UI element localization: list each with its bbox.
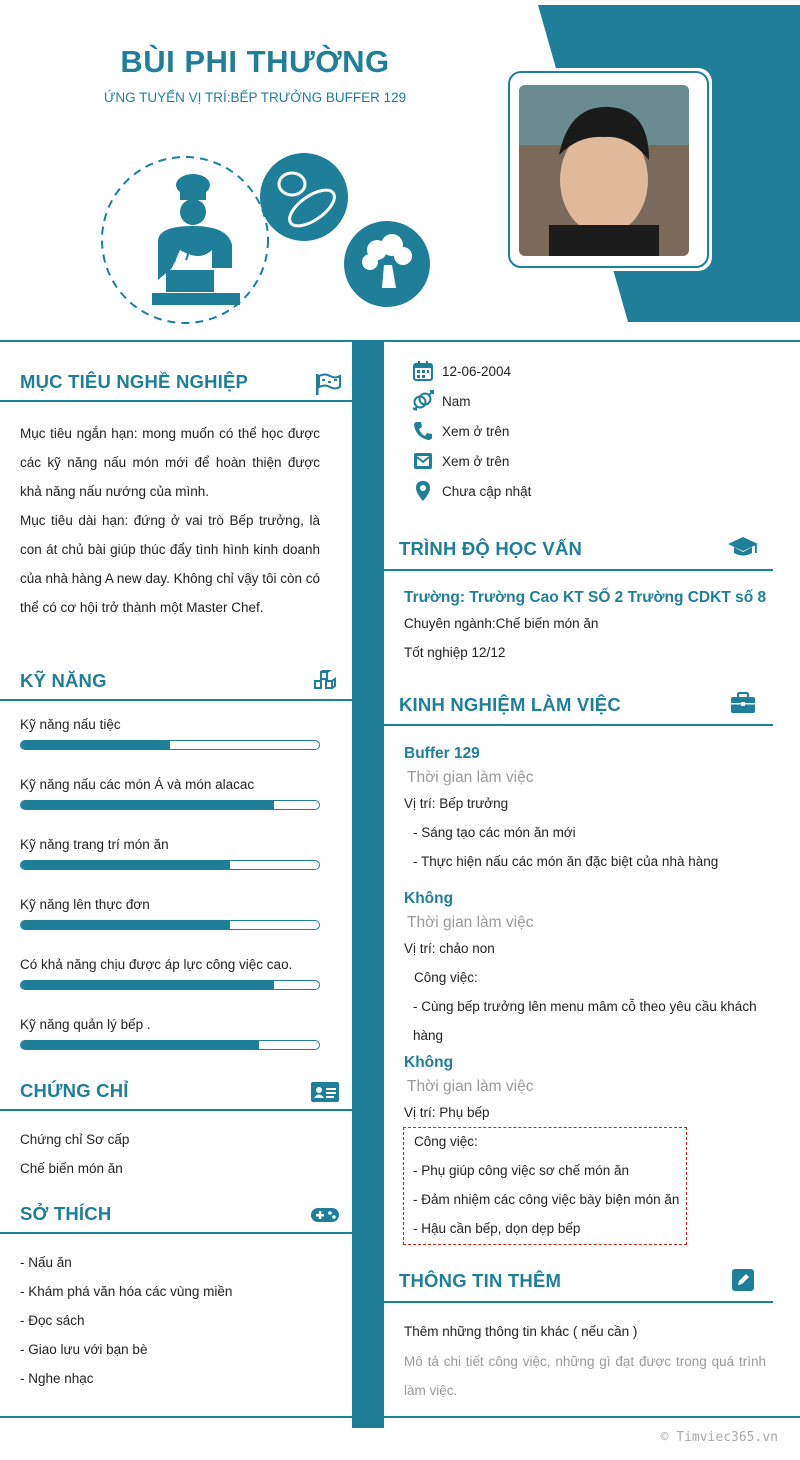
phone-icon [412,420,434,442]
skill-level-bar [20,740,320,750]
job-line: - Thực hiện nấu các món ăn đặc biệt của nhà hàng [413,854,719,869]
candidate-photo [519,85,689,256]
section-title-additional: THÔNG TIN THÊM [399,1270,562,1291]
education-major: Chuyên ngành:Chế biến món ăn [404,616,599,631]
id-card-icon [310,1080,340,1104]
certificate-item: Chế biến món ăn [20,1161,123,1176]
phone-row [412,419,509,443]
job-line: - Sáng tạo các món ăn mới [413,825,576,840]
gender-value: Nam [442,393,471,409]
job-company: Không [404,890,454,907]
skill-level-fill [21,741,170,749]
job-line: Công việc: [414,970,478,985]
section-title-experience: KINH NGHIỆM LÀM VIỆC [399,694,621,715]
email-row [412,449,509,473]
birthday-value: 12-06-2004 [442,363,512,379]
job-line: - Hậu cần bếp, dọn dẹp bếp [413,1221,581,1236]
career-goal-underline [0,400,352,402]
certificates-underline [0,1109,352,1111]
flag-icon [313,372,343,396]
job-company: Không [404,1054,454,1071]
section-title-skills: KỸ NĂNG [20,670,107,691]
education-underline [384,569,773,571]
experience-underline [384,724,773,726]
birthday-row [412,359,511,383]
email-icon [412,450,434,472]
job-line: - Đảm nhiệm các công việc bày biện món ăn [413,1192,680,1207]
chef-illustration [100,150,440,335]
job-line: Công việc: [414,1134,478,1149]
job-line: - Phụ giúp công việc sơ chế món ăn [413,1163,629,1178]
skill-level-bar [20,920,320,930]
skill-label: Kỹ năng nấu các món Á và món alacac [20,777,255,792]
section-title-career-goal: MỤC TIÊU NGHỀ NGHIỆP [20,371,249,392]
phone-value: Xem ở trên [442,423,510,439]
gender-icon [412,390,434,412]
map-marker-icon [412,480,434,502]
skill-level-fill [21,921,230,929]
hobby-item: - Nghe nhạc [20,1371,94,1386]
gamepad-icon [310,1203,340,1227]
career-goal-long-term: Mục tiêu dài hạn: đứng ở vai trò Bếp trưởng, là con át chủ bài giúp thúc đẩy tình hình kinh doanh của nhà hàng A new day. Không chỉ vậy tôi còn có thể có cơ hội trở thành một Master Chef. [20,513,320,615]
candidate-name: BÙI PHI THƯỜNG [120,44,390,79]
hobby-item: - Nấu ăn [20,1255,72,1270]
header-divider [0,340,800,342]
skill-label: Kỹ năng lên thực đơn [20,897,150,912]
footer-divider [0,1416,800,1418]
cubes-icon [310,670,340,694]
hobby-item: - Đọc sách [20,1313,85,1328]
graduation-cap-icon [727,535,759,559]
section-title-certificates: CHỨNG CHỈ [20,1080,129,1101]
skills-underline [0,699,352,701]
job-role: Vị trí: Phụ bếp [404,1105,490,1120]
skill-level-fill [21,861,230,869]
additional-line-1: Thêm những thông tin khác ( nếu cần ) [404,1324,638,1339]
skill-level-bar [20,980,320,990]
section-title-education: TRÌNH ĐỘ HỌC VẤN [399,538,583,559]
certificate-item: Chứng chỉ Sơ cấp [20,1132,130,1147]
address-value: Chưa cập nhật [442,483,532,499]
additional-underline [384,1301,773,1303]
skill-level-fill [21,981,274,989]
job-company: Buffer 129 [404,745,480,762]
job-time: Thời gian làm việc [407,1078,534,1095]
skill-label: Kỹ năng quản lý bếp . [20,1017,151,1032]
hobby-item: - Khám phá văn hóa các vùng miền [20,1284,233,1299]
applied-position: ỨNG TUYỂN VỊ TRÍ:BẾP TRƯỞNG BUFFER 129 [103,90,407,105]
skill-label: Kỹ năng trang trí món ăn [20,837,169,852]
job-role: Vị trí: Bếp trưởng [404,796,509,811]
gender-row [412,389,471,413]
skill-level-fill [21,1041,259,1049]
cv-header [0,0,800,340]
career-goal-short-term: Mục tiêu ngắn hạn: mong muốn có thể học được các kỹ năng nấu món mới để hoàn thiện được khả năng nấu nướng của mình. [20,426,320,499]
pencil-icon [732,1268,754,1292]
skill-label: Có khả năng chịu được áp lực công việc cao. [20,957,293,972]
job-role: Vị trí: chảo non [404,941,495,956]
briefcase-icon [730,691,756,715]
job-line: hàng [413,1028,444,1043]
skill-level-bar [20,860,320,870]
hobby-item: - Giao lưu với bạn bè [20,1342,148,1357]
watermark: © Timviec365.vn [660,1430,778,1445]
job-time: Thời gian làm việc [407,769,534,786]
skill-level-bar [20,800,320,810]
additional-line-2: Mô tả chi tiết công việc, những gì đạt được trong quá trình làm việc. [404,1354,766,1398]
job-time: Thời gian làm việc [407,914,534,931]
skill-level-bar [20,1040,320,1050]
email-value: Xem ở trên [442,453,510,469]
job-line: - Cùng bếp trưởng lên menu mâm cỗ theo yêu cầu khách [413,999,757,1014]
skill-label: Kỹ năng nấu tiệc [20,717,121,732]
hobbies-underline [0,1232,352,1234]
calendar-icon [412,360,434,382]
education-graduation: Tốt nghiệp 12/12 [404,645,506,660]
center-stripe [352,342,384,1428]
section-title-hobbies: SỞ THÍCH [20,1203,112,1224]
address-row [412,479,531,503]
skill-level-fill [21,801,274,809]
education-school: Trường: Trường Cao KT SỐ 2 Trường CDKT số 8 [404,589,767,606]
